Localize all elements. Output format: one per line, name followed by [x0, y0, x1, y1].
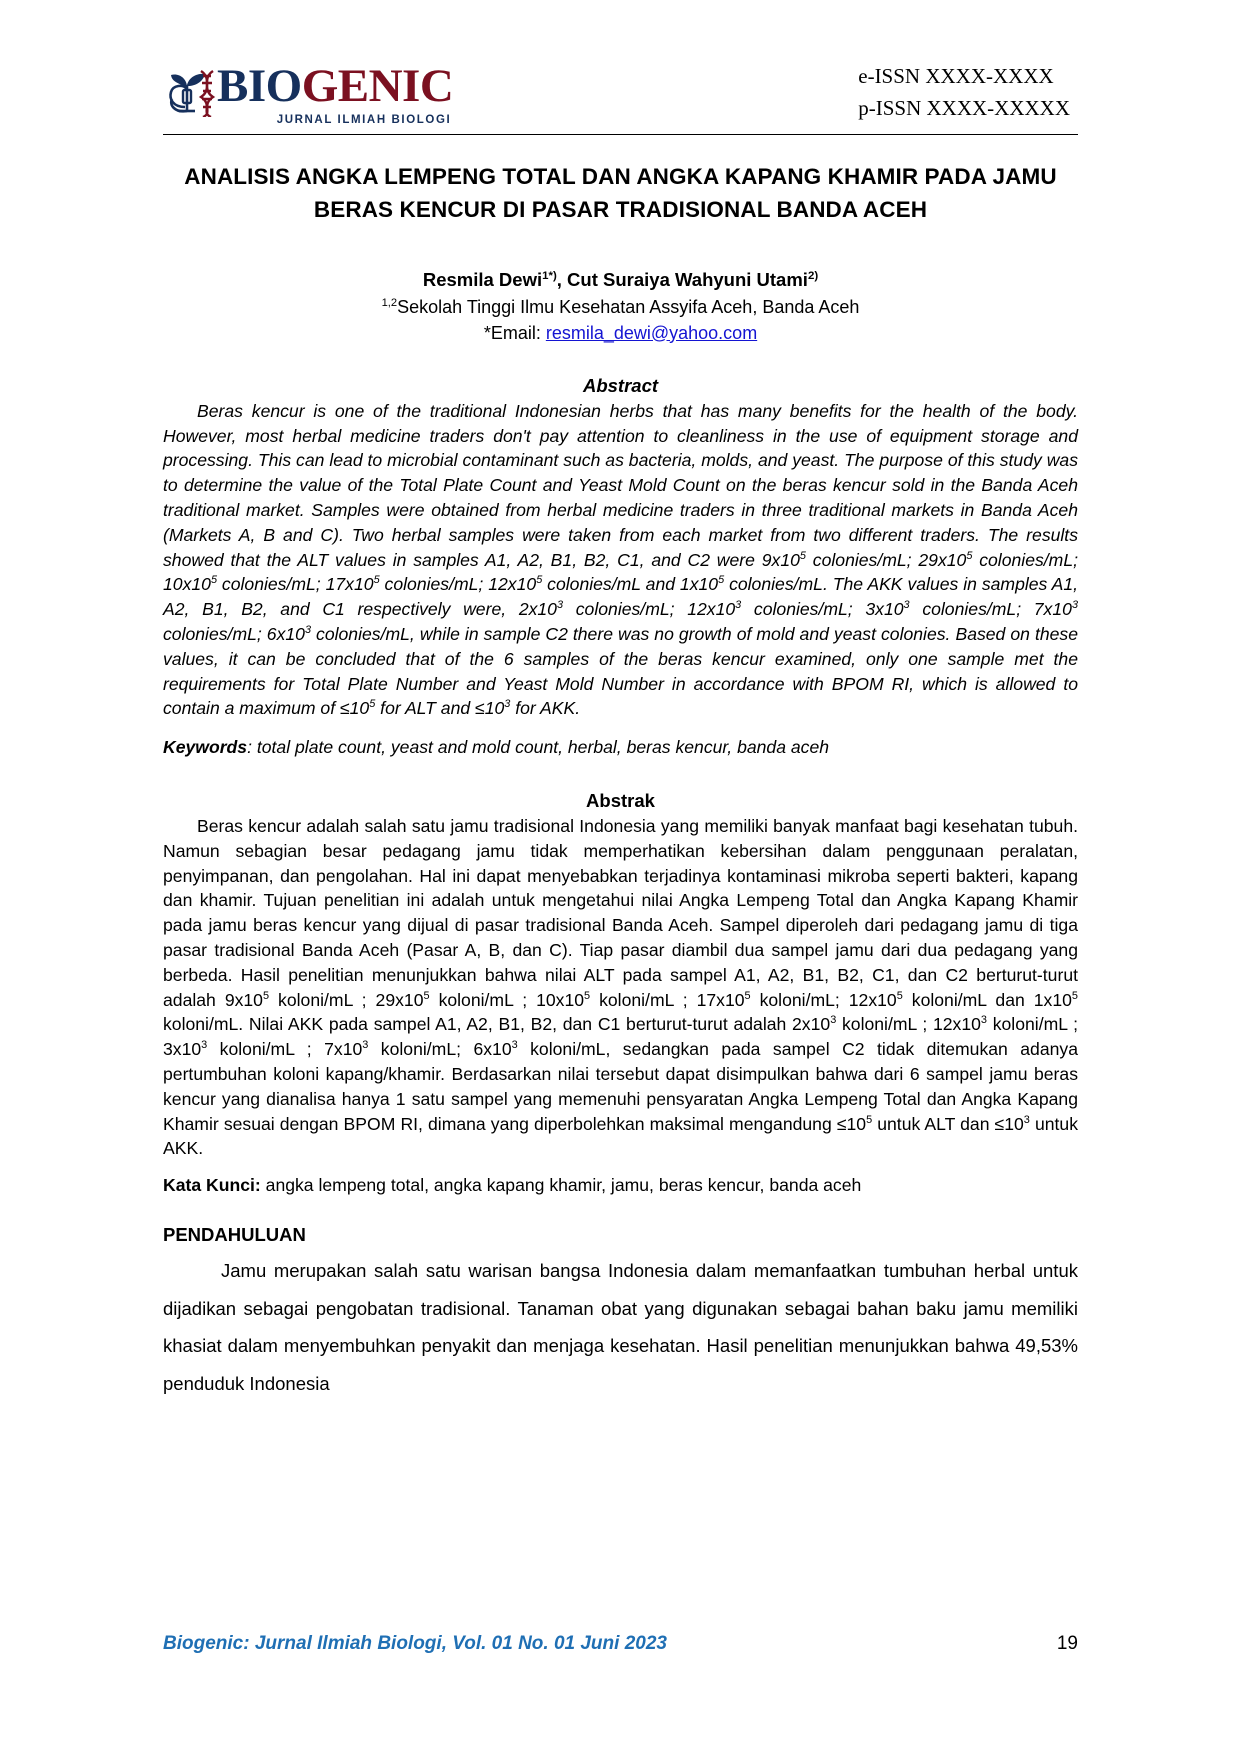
abstract-id-sup-5: 5	[896, 989, 903, 1002]
abstract-en-seg-3: colonies/mL; 10x10	[163, 549, 1078, 595]
abstract-en-sup-3: 5	[210, 574, 218, 587]
author-separator: , Cut Suraiya Wahyuni Utami	[556, 269, 808, 291]
abstract-id-seg-6: koloni/mL dan 1x10	[902, 989, 1072, 1010]
abstract-en-seg-11: colonies/mL; 6x10	[163, 623, 305, 644]
affiliation-superscript: 1,2	[381, 297, 398, 310]
eissn-line: e-ISSN XXXX-XXXX	[858, 64, 1054, 88]
affiliation-text: Sekolah Tinggi Ilmu Kesehatan Assyifa Aceh, Banda Aceh	[397, 297, 860, 318]
author-1-name: Resmila Dewi	[422, 269, 543, 291]
masthead	[163, 55, 1078, 132]
abstract-id-seg-9: koloni/mL ; 3x10	[163, 1014, 1078, 1060]
abstract-id-seg-5: koloni/mL; 12x10	[750, 989, 897, 1010]
abstract-en-sup-7: 3	[556, 599, 564, 612]
abstract-en-sup-8: 3	[735, 599, 742, 612]
abstract-id-seg-14: untuk AKK.	[163, 1113, 1078, 1159]
footer-journal-line: Biogenic: Jurnal Ilmiah Biologi, Vol. 01 No. 01 Juni 2023	[163, 1633, 667, 1654]
email-line	[163, 321, 1078, 345]
abstract-heading-en: Abstract	[582, 374, 659, 396]
abstract-en-sup-1: 5	[799, 549, 806, 562]
abstract-id-sup-11: 3	[511, 1039, 518, 1052]
abstract-body-en	[163, 399, 1078, 721]
pissn-line: p-ISSN XXXX-XXXXX	[858, 95, 1070, 120]
article-title: ANALISIS ANGKA LEMPENG TOTAL DAN ANGKA KAPANG KHAMIR PADA JAMU BERAS KENCUR DI PASAR TRADISIONAL BANDA ACEH	[184, 164, 1057, 222]
abstract-en-sup-10: 3	[1071, 599, 1079, 612]
abstract-en-seg-9: colonies/mL; 3x10	[741, 599, 904, 620]
email-label: *Email:	[483, 322, 546, 343]
abstract-id-sup-4: 5	[744, 989, 751, 1002]
plant-dna-logo-icon	[163, 55, 223, 117]
abstract-id-seg-7: koloni/mL. Nilai AKK pada sampel A1, A2, B1, B2, dan C1 berturut-turut adalah 2x10	[163, 1014, 831, 1035]
abstract-id-sup-7: 3	[830, 1014, 837, 1027]
abstract-id-seg-11: koloni/mL; 6x10	[368, 1039, 512, 1060]
logo-row	[163, 55, 453, 117]
abstract-id-sup-6: 5	[1071, 989, 1078, 1002]
abstract-en-sup-5: 5	[536, 574, 543, 587]
abstract-en-seg-4: colonies/mL; 17x10	[217, 574, 374, 595]
affiliation	[163, 295, 1078, 319]
abstract-en-sup-12: 5	[369, 698, 376, 711]
page-footer	[163, 1633, 1078, 1655]
abstract-id-sup-3: 5	[584, 989, 591, 1002]
abstract-en-seg-13: for ALT and ≤10	[375, 698, 505, 719]
abstract-en-seg-14: for AKK.	[510, 698, 581, 719]
keywords-id-values: angka lempeng total, angka kapang khamir, jamu, beras kencur, banda aceh	[260, 1175, 862, 1196]
masthead-divider	[163, 134, 1078, 135]
abstract-en-seg-10: colonies/mL; 7x10	[909, 599, 1072, 620]
logo-tagline: JURNAL ILMIAH BIOLOGI	[276, 114, 452, 126]
abstract-en-seg-6: colonies/mL and 1x10	[542, 574, 719, 595]
abstract-id-seg-8: koloni/mL ; 12x10	[836, 1014, 981, 1035]
abstract-id-sup-1: 5	[262, 989, 270, 1002]
issn-block	[858, 61, 1078, 126]
abstract-en-sup-11: 3	[304, 624, 312, 637]
author-list	[163, 268, 1078, 293]
abstract-id-seg-4: koloni/mL ; 17x10	[590, 989, 745, 1010]
author-1-superscript: 1*)	[542, 270, 557, 283]
abstract-id-seg-13: untuk ALT dan ≤10	[872, 1113, 1024, 1134]
abstract-heading-id: Abstrak	[586, 789, 655, 811]
abstract-id-sup-12: 5	[866, 1113, 873, 1126]
footer-page-number: 19	[1056, 1633, 1078, 1654]
abstract-id-sup-13: 3	[1023, 1113, 1030, 1126]
abstract-id-seg-1: Beras kencur adalah salah satu jamu tradisional Indonesia yang memiliki banyak manfaat bagi kesehatan tubuh. Namun sebagian besar pedagang jamu tidak memperhatikan kebersihan dalam penggunaan peralatan, penyimpanan, dan pengolahan. Hal ini dapat menyebabkan terjadinya kontaminasi mikroba seperti bakteri, kapang dan khamir. Tujuan penelitian ini adalah untuk mengetahui nilai Angka Lempeng Total dan Angka Kapang Khamir pada jamu beras kencur yang dijual di pasar tradisional Banda Aceh. Sampel diperoleh dari pedagang jamu di tiga pasar tradisional Banda Aceh (Pasar A, B, dan C). Tiap pasar diambil dua sampel jamu dari dua pedagang yang berbeda. Hasil penelitian menunjukkan bahwa nilai ALT pada sampel A1, A2, B1, B2, C1, dan C2 berturut-turut adalah 9x10	[163, 815, 1078, 1010]
author-2-superscript: 2)	[807, 270, 819, 283]
logo-genic-text: GENIC	[301, 59, 454, 112]
journal-logo	[163, 55, 453, 126]
abstract-en-sup-2: 5	[966, 549, 973, 562]
keywords-id	[163, 1173, 1078, 1198]
logo-wordmark	[217, 59, 454, 112]
abstract-en-seg-1: Beras kencur is one of the traditional Indonesian herbs that has many benefits for the health of the body. However, most herbal medicine traders don't pay attention to cleanliness in the use of equipment storage and processing. This can lead to microbial contaminant such as bacteria, molds, and yeast. The purpose of this study was to determine the value of the Total Plate Count and Yeast Mold Count on the beras kencur sold in the Banda Aceh traditional market. Samples were obtained from herbal medicine traders in three traditional markets in Banda Aceh (Markets A, B and C). Two herbal samples were taken from each market from two different traders. The results showed that the ALT values in samples A1, A2, B1, B2, C1, and C2 were 9x10	[163, 400, 1078, 570]
abstract-en-sup-4: 5	[373, 574, 380, 587]
page-content	[163, 55, 1078, 1403]
keywords-en-values: : total plate count, yeast and mold count, herbal, beras kencur, banda aceh	[247, 737, 830, 758]
email-link[interactable]: resmila_dewi@yahoo.com	[545, 322, 758, 343]
abstract-id-seg-2: koloni/mL ; 29x10	[269, 989, 424, 1010]
keywords-id-label: Kata Kunci:	[163, 1175, 261, 1196]
abstract-body-id	[163, 814, 1078, 1161]
intro-paragraph: Jamu merupakan salah satu warisan bangsa Indonesia dalam memanfaatkan tumbuhan herbal untuk dijadikan sebagai pengobatan tradisional. Tanaman obat yang digunakan sebagai bahan baku jamu memiliki khasiat dalam menyembuhkan penyakit dan menjaga kesehatan. Hasil penelitian menunjukkan bahwa 49,53% penduduk Indonesia	[163, 1259, 1078, 1395]
abstract-id-sup-8: 3	[980, 1014, 987, 1027]
abstract-id-seg-3: koloni/mL ; 10x10	[429, 989, 585, 1010]
abstract-id-sup-9: 3	[201, 1039, 208, 1052]
abstract-en-seg-7: colonies/mL. The AKK values in samples A1, A2, B1, B2, and C1 respectively were, 2x10	[163, 574, 1079, 620]
abstract-en-sup-13: 3	[504, 698, 511, 711]
abstract-en-sup-9: 3	[903, 599, 910, 612]
keywords-en	[163, 735, 1078, 760]
abstract-en-seg-2: colonies/mL; 29x10	[805, 549, 967, 570]
abstract-en-sup-6: 5	[718, 574, 725, 587]
abstract-en-seg-8: colonies/mL; 12x10	[563, 599, 736, 620]
abstract-id-seg-10: koloni/mL ; 7x10	[207, 1039, 363, 1060]
keywords-en-label: Keywords	[163, 737, 248, 758]
abstract-en-seg-12: colonies/mL, while in sample C2 there was no growth of mold and yeast colonies. Based on these values, it can be concluded that of the 6 samples of the beras kencur examined, only one sample met the requirements for Total Plate Number and Yeast Mold Number in accordance with BPOM RI, which is allowed to contain a maximum of ≤10	[163, 623, 1078, 719]
abstract-id-seg-12: koloni/mL, sedangkan pada sampel C2 tidak ditemukan adanya pertumbuhan koloni kapang/khamir. Berdasarkan nilai tersebut dapat disimpulkan bahwa dari 6 sampel jamu beras kencur yang dianalisa hanya 1 satu sampel yang memenuhi pensyaratan Angka Lempeng Total dan Angka Kapang Khamir sesuai dengan BPOM RI, dimana yang diperbolehkan maksimal mengandung ≤10	[163, 1039, 1078, 1134]
abstract-en-seg-5: colonies/mL; 12x10	[379, 574, 537, 595]
abstract-id-sup-2: 5	[423, 989, 430, 1002]
logo-bio-text: BIO	[217, 59, 302, 112]
abstract-id-sup-10: 3	[362, 1039, 369, 1052]
section-heading-pendahuluan: PENDAHULUAN	[163, 1223, 306, 1245]
